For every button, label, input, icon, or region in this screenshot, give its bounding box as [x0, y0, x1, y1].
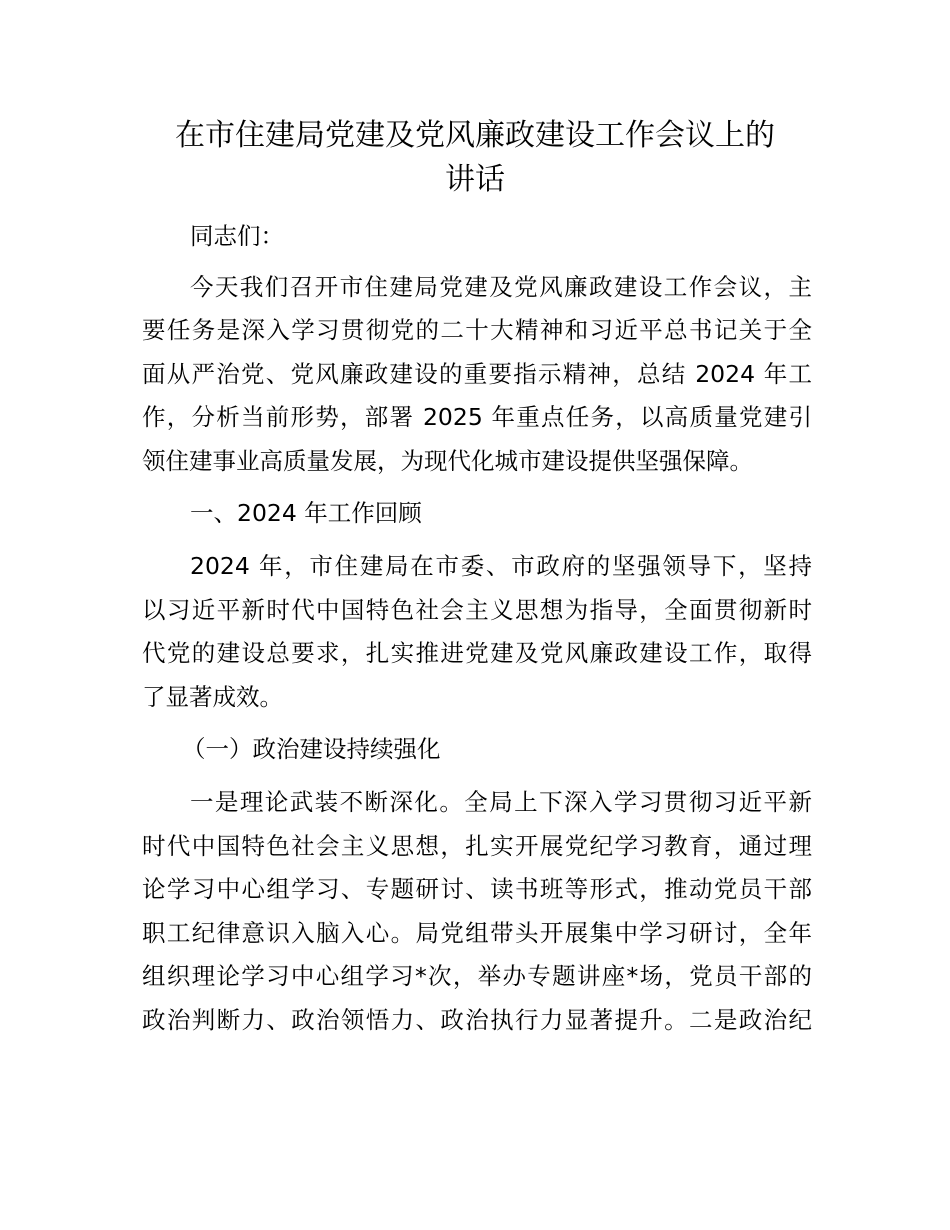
document-title-line-2: 讲话 [445, 162, 505, 197]
subsection-line: 论学习中心组学习、专题研讨、读书班等形式，推动党员干部 [142, 875, 812, 903]
document-title-line-1: 在市住建局党建及党风廉政建设工作会议上的 [175, 118, 775, 153]
intro-line: 今天我们召开市住建局党建及党风廉政建设工作会议，主 [190, 273, 812, 301]
subsection-heading: （一）政治建设持续强化 [182, 735, 441, 763]
section-line: 代党的建设总要求，扎实推进党建及党风廉政建设工作，取得 [142, 639, 812, 667]
section-line: 以习近平新时代中国特色社会主义思想为指导，全面贯彻新时 [142, 596, 812, 624]
subsection-line: 一是理论武装不断深化。全局上下深入学习贯彻习近平新 [190, 788, 812, 816]
intro-line: 面从严治党、党风廉政建设的重要指示精神，总结 2024 年工 [142, 360, 812, 388]
subsection-line: 职工纪律意识入脑入心。局党组带头开展集中学习研讨，全年 [142, 919, 812, 947]
subsection-line: 组织理论学习中心组学习*次，举办专题讲座*场，党员干部的 [142, 962, 812, 990]
salutation: 同志们： [190, 222, 284, 250]
section-heading: 一、2024 年工作回顾 [190, 499, 422, 527]
subsection-line: 政治判断力、政治领悟力、政治执行力显著提升。二是政治纪 [142, 1006, 812, 1034]
section-line: 2024 年，市住建局在市委、市政府的坚强领导下，坚持 [190, 552, 812, 580]
intro-line: 作，分析当前形势，部署 2025 年重点任务，以高质量党建引 [142, 403, 812, 431]
intro-line: 要任务是深入学习贯彻党的二十大精神和习近平总书记关于全 [142, 316, 812, 344]
subsection-line: 时代中国特色社会主义思想，扎实开展党纪学习教育，通过理 [142, 832, 812, 860]
intro-line: 领住建事业高质量发展，为现代化城市建设提供坚强保障。 [142, 447, 753, 475]
section-line: 了显著成效。 [142, 683, 283, 711]
